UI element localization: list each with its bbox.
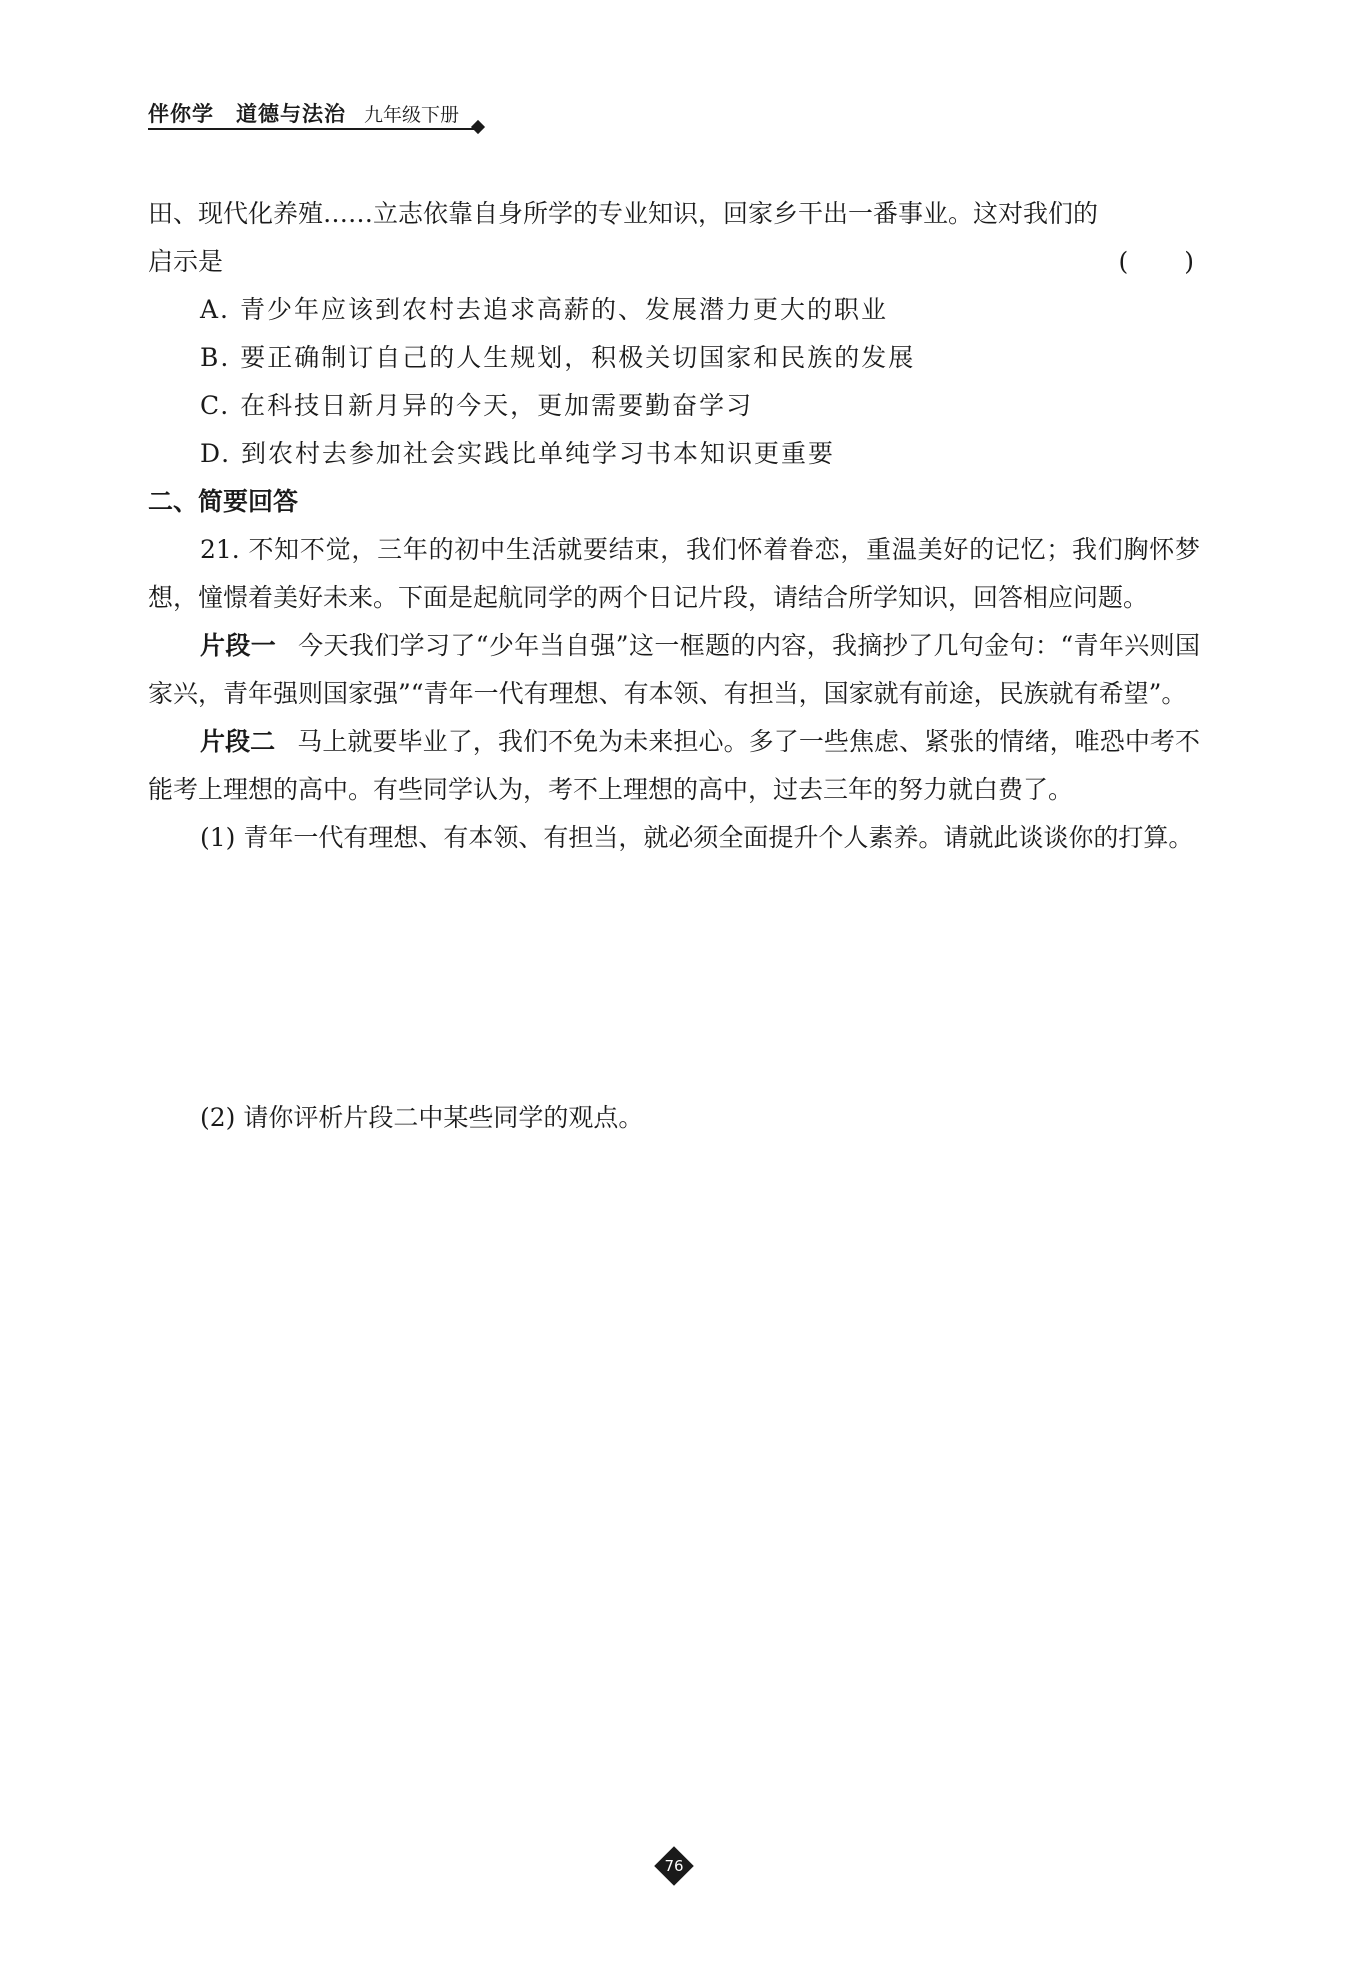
- question-20-stem-line2-row: [148, 238, 1200, 286]
- answer-space-1: [148, 862, 1200, 1094]
- header-diamond-icon: [471, 120, 485, 134]
- option-b: B. 要正确制订自己的人生规划，积极关切国家和民族的发展: [200, 343, 916, 372]
- sub-question-2: (2) 请你评析片段二中某些同学的观点。: [200, 1103, 644, 1132]
- running-header: [148, 98, 459, 128]
- page-number: 76: [664, 1857, 684, 1875]
- grade-label: 九年级下册: [364, 104, 460, 126]
- series-title: 伴你学: [148, 102, 214, 126]
- fragment-2: [148, 718, 1200, 814]
- subject-title: 道德与法治: [236, 102, 346, 126]
- question-21-intro: 21. 不知不觉，三年的初中生活就要结束，我们怀着眷恋，重温美好的记忆；我们胸怀梦想，憧憬着美好未来。下面是起航同学的两个日记片段，请结合所学知识，回答相应问题。: [148, 535, 1200, 612]
- sub-question-1: (1) 青年一代有理想、有本领、有担当，就必须全面提升个人素养。请就此谈谈你的打算。: [200, 823, 1194, 852]
- question-20-stem-line1: 田、现代化养殖……立志依靠自身所学的专业知识，回家乡干出一番事业。这对我们的: [148, 199, 1099, 228]
- page-number-badge: [654, 1846, 694, 1886]
- answer-parentheses: ( ): [1118, 247, 1196, 276]
- page-content: [148, 190, 1200, 1142]
- option-a: A. 青少年应该到农村去追求高薪的、发展潜力更大的职业: [200, 295, 888, 324]
- fragment-2-text: 马上就要毕业了，我们不免为未来担心。多了一些焦虑、紧张的情绪，唯恐中考不能考上理想的高中。有些同学认为，考不上理想的高中，过去三年的努力就白费了。: [148, 727, 1200, 804]
- fragment-1: [148, 622, 1200, 718]
- header-rule: [148, 128, 474, 130]
- option-d: D. 到农村去参加社会实践比单纯学习书本知识更重要: [200, 439, 836, 468]
- option-c: C. 在科技日新月异的今天，更加需要勤奋学习: [200, 391, 754, 420]
- question-20-stem-line2: 启示是: [148, 247, 224, 276]
- fragment-2-label: 片段二: [200, 727, 276, 756]
- section-title: 二、简要回答: [148, 487, 299, 516]
- fragment-1-text: 今天我们学习了“少年当自强”这一框题的内容，我摘抄了几句金句：“青年兴则国家兴，青年强则国家强”“青年一代有理想、有本领、有担当，国家就有前途，民族就有希望”。: [148, 631, 1200, 708]
- fragment-1-label: 片段一: [200, 631, 277, 660]
